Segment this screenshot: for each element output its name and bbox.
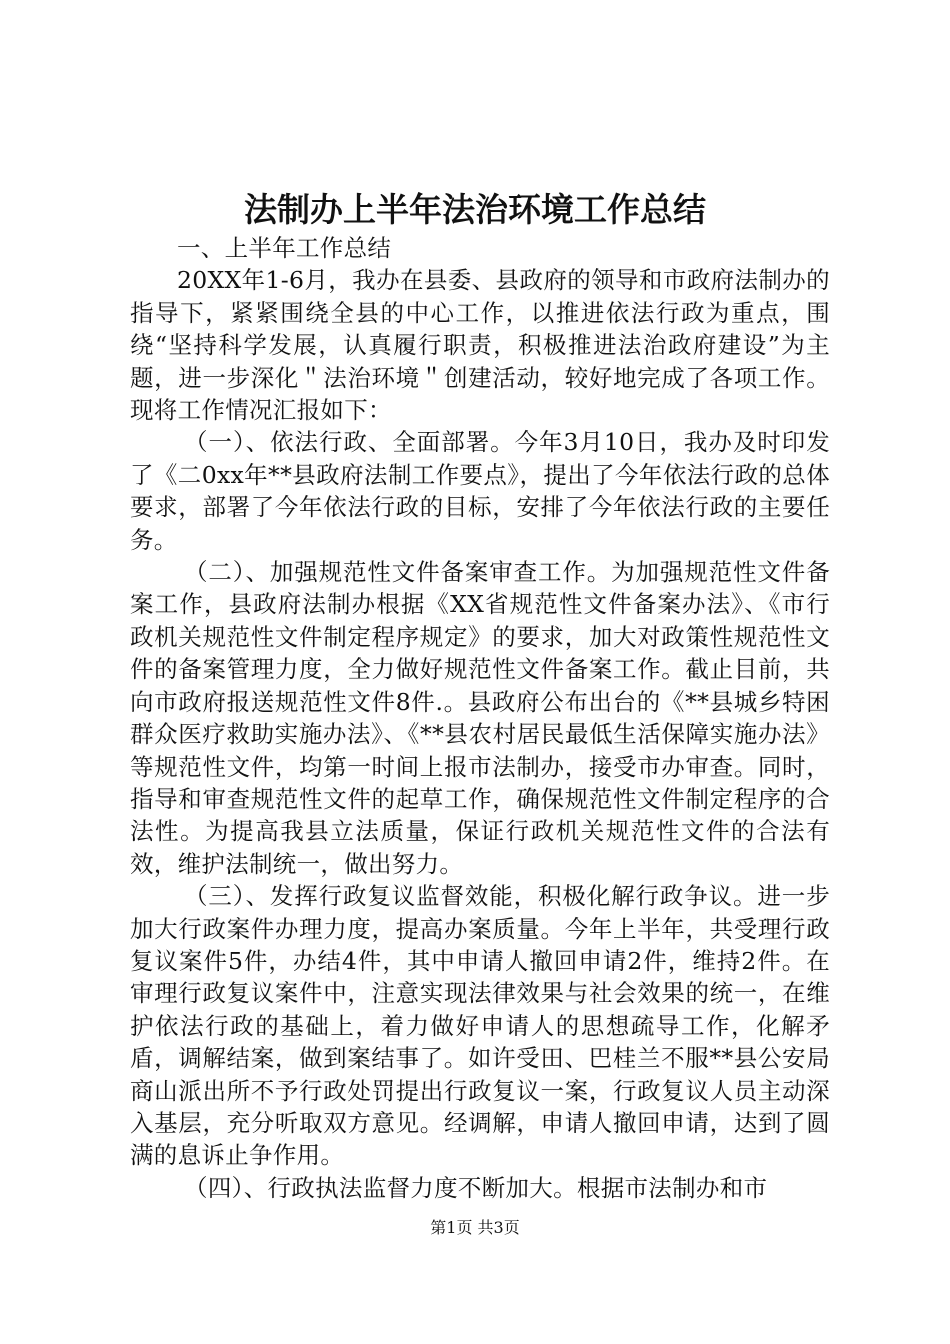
document-body xyxy=(130,232,830,1204)
paragraph-item-3: （三）、发挥行政复议监督效能，积极化解行政争议。进一步加大行政案件办理力度，提高办案质量。今年上半年，共受理行政复议案件5件，办结4件，其中申请人撤回申请2件，维持2件。在审理行政复议案件中，注意实现法律效果与社会效果的统一，在维护依法行政的基础上，着力做好申请人的思想疏导工作，化解矛盾，调解结案，做到案结事了。如许受田、巴桂兰不服**县公安局商山派出所不予行政处罚提出行政复议一案，行政复议人员主动深入基层，充分听取双方意见。经调解，申请人撤回申请，达到了圆满的息诉止争作用。 xyxy=(130,882,830,1170)
paragraph-item-1: （一）、依法行政、全面部署。今年3月10日，我办及时印发了《二0xx年**县政府法制工作要点》，提出了今年依法行政的总体要求，部署了今年依法行政的目标，安排了今年依法行政的主要任务。 xyxy=(130,428,830,554)
section-heading: 一、上半年工作总结 xyxy=(177,234,392,262)
paragraph-item-2: （二）、加强规范性文件备案审查工作。为加强规范性文件备案工作，县政府法制办根据《XX省规范性文件备案办法》、《市行政机关规范性文件制定程序规定》的要求，加大对政策性规范性文件的备案管理力度，全力做好规范性文件备案工作。截止目前，共向市政府报送规范性文件8件.。县政府公布出台的《**县城乡特困群众医疗救助实施办法》、《**县农村居民最低生活保障实施办法》等规范性文件，均第一时间上报市法制办，接受市办审查。同时，指导和审查规范性文件的起草工作，确保规范性文件制定程序的合法性。为提高我县立法质量，保证行政机关规范性文件的合法有效，维护法制统一，做出努力。 xyxy=(130,558,830,878)
page-footer xyxy=(0,1218,950,1238)
intro-paragraph: 20XX年1-6月，我办在县委、县政府的领导和市政府法制办的指导下，紧紧围绕全县的中心工作，以推进依法行政为重点，围绕“坚持科学发展，认真履行职责，积极推进法治政府建设”为主题，进一步深化＂法治环境＂创建活动，较好地完成了各项工作。现将工作情况汇报如下： xyxy=(130,266,830,425)
document-title: 法制办上半年法治环境工作总结 xyxy=(244,190,706,229)
paragraph-item-4: （四）、行政执法监督力度不断加大。根据市法制办和市 xyxy=(184,1173,768,1202)
page-number-label: 第1页 共3页 xyxy=(430,1218,520,1237)
